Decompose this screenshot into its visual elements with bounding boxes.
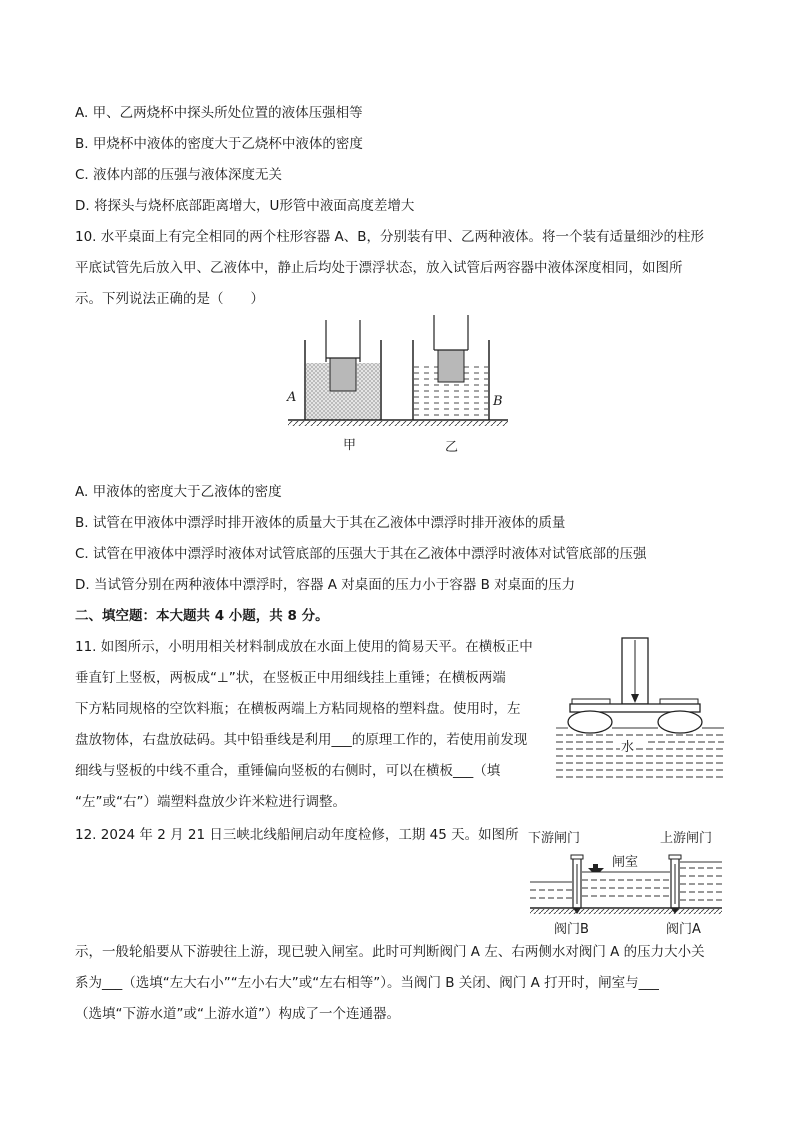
q10-text-line-3: 示。下列说法正确的是（ ） — [75, 291, 264, 307]
section-heading-fill-blank: 二、填空题：本大题共 4 小题，共 8 分。 — [75, 608, 329, 624]
water-label: 水 — [620, 736, 635, 755]
balance-diagram — [556, 636, 724, 781]
q12-text-line-2: 示，一般轮船要从下游驶往上游，现已驶入闸室。此时可判断阀门 A 左、右两侧水对阀门 A 的压力大小关 — [75, 944, 705, 960]
q9-option-b: B. 甲烧杯中液体的密度大于乙烧杯中液体的密度 — [75, 136, 363, 152]
q11-text-line-4: 盘放物体，右盘放砝码。其中铅垂线是利用___的原理工作的，若使用前发现 — [75, 732, 528, 748]
q10-text-line-1: 10. 水平桌面上有完全相同的两个柱形容器 A、B，分别装有甲、乙两种液体。将一个装有适量细沙的柱形 — [75, 229, 705, 245]
q10-text-line-2: 平底试管先后放入甲、乙液体中，静止后均处于漂浮状态，放入试管后两容器中液体深度相同，如图所 — [75, 260, 683, 276]
q9-option-c: C. 液体内部的压强与液体深度无关 — [75, 167, 283, 183]
q12-figure-ship-lock — [526, 822, 726, 940]
q12-text-line-3: 系为___（选填“左大右小”“左小右大”或“左右相等”）。当阀门 B 关闭、阀门 A 打开时，闸室与___ — [75, 975, 659, 991]
q11-figure-balance — [556, 636, 724, 781]
downstream-gate-label: 下游闸门 — [528, 831, 581, 846]
q12-text-line-4: （选填“下游水道”或“上游水道”）构成了一个连通器。 — [75, 1006, 400, 1022]
q11-text-line-1: 11. 如图所示，小明用相关材料制成放在水面上使用的简易天平。在横板正中 — [75, 639, 533, 655]
containers-diagram — [283, 310, 513, 455]
container-a-label: A — [287, 390, 297, 405]
container-b-label: B — [493, 394, 503, 409]
q11-text-line-5: 细线与竖板的中线不重合，重锤偏向竖板的右侧时，可以在横板___（填 — [75, 763, 501, 779]
caption-jia: 甲 — [343, 438, 357, 453]
caption-yi: 乙 — [445, 440, 459, 455]
upstream-gate-label: 上游闸门 — [660, 831, 713, 846]
q11-text-line-3: 下方粘同规格的空饮料瓶；在横板两端上方粘同规格的塑料盘。使用时，左 — [75, 701, 521, 717]
q11-text-line-6: “左”或“右”）端塑料盘放少许米粒进行调整。 — [75, 794, 346, 810]
q11-text-line-2: 垂直钉上竖板，两板成“⊥”状，在竖板正中用细线挂上重锤；在横板两端 — [75, 670, 506, 686]
q9-option-a: A. 甲、乙两烧杯中探头所处位置的液体压强相等 — [75, 105, 363, 121]
valve-b-label: 阀门B — [554, 922, 589, 937]
q10-option-a: A. 甲液体的密度大于乙液体的密度 — [75, 484, 282, 500]
q12-text-line-1: 12. 2024 年 2 月 21 日三峡北线船闸启动年度检修，工期 45 天。如图所 — [75, 827, 519, 843]
valve-a-label: 阀门A — [666, 922, 701, 937]
q10-option-b: B. 试管在甲液体中漂浮时排开液体的质量大于其在乙液体中漂浮时排开液体的质量 — [75, 515, 566, 531]
q9-option-d: D. 将探头与烧杯底部距离增大，U形管中液面高度差增大 — [75, 198, 415, 214]
chamber-label: 闸室 — [612, 855, 639, 870]
q10-option-d: D. 当试管分别在两种液体中漂浮时，容器 A 对桌面的压力小于容器 B 对桌面的压力 — [75, 577, 576, 593]
q10-option-c: C. 试管在甲液体中漂浮时液体对试管底部的压强大于其在乙液体中漂浮时液体对试管底部的压强 — [75, 546, 647, 562]
q10-figure-containers — [283, 310, 513, 455]
